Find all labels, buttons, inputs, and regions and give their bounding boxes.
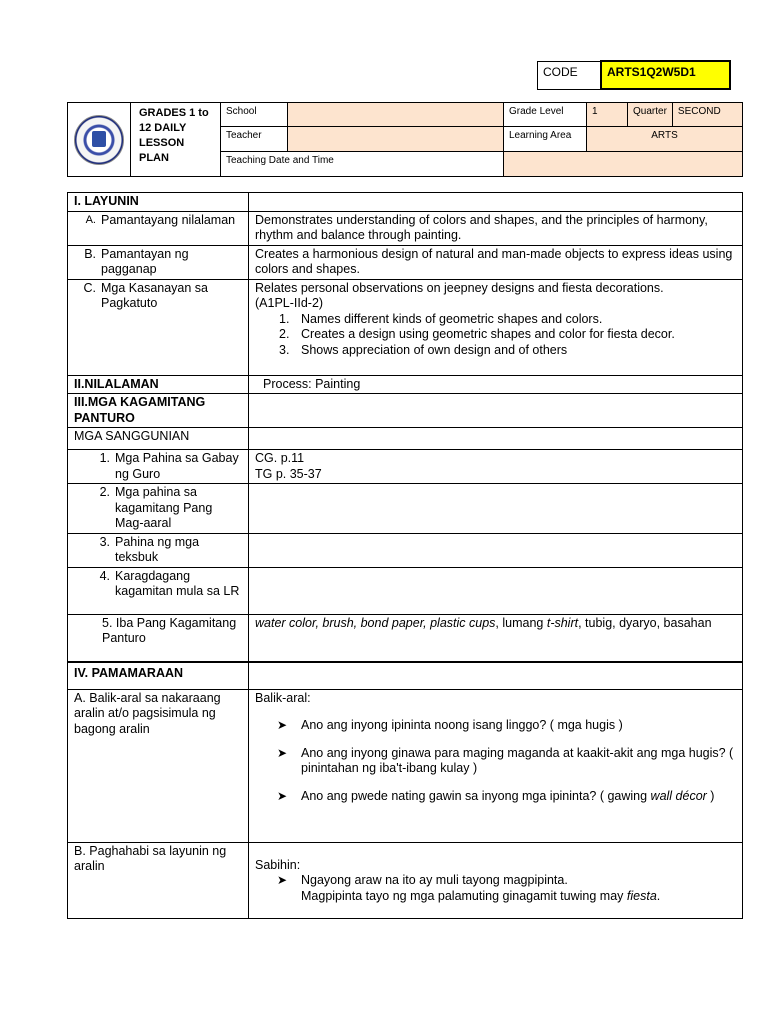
grade-level-label: Grade Level [504,103,587,127]
arrow-bullet-icon: ➤ [277,718,288,732]
teaching-date-field[interactable] [504,151,743,176]
layunin-b-label: B. Pamantayan ng pagganap [68,245,249,279]
list-item: ➤ Ngayong araw na ito ay muli tayong magpipinta. Magpipinta tayo ng mga palamuting ginagamit tuwing may fiesta. [277,873,661,903]
arrow-bullet-icon: ➤ [277,788,288,803]
kagamitan-item-1: 1. Mga Pahina sa Gabay ng Guro [68,450,249,484]
pamamaraan-a-label: A. Balik-aral sa nakaraang aralin at/o pagsisimula ng bagong aralin [68,689,249,842]
pamamaraan-heading: IV. PAMAMARAAN [68,662,249,689]
quarter-label: Quarter [628,103,673,127]
grade-level-value[interactable]: 1 [587,103,628,127]
pamamaraan-a-content: Balik-aral: ➤ Ano ang inyong ipininta noong isang linggo? ( mga hugis ) ➤ Ano ang inyong ginawa para maging maganda at kaakit-akit ang mga hugis? ( pinintahan ng iba't-ibang kulay ) ➤ Ano ang pwede nating gawin sa inyong mga ipininta? ( gawing wall décor ) [249,689,743,842]
teacher-field[interactable] [288,127,504,151]
nilalaman-value: Process: Painting [249,375,743,394]
layunin-c-text: Relates personal observations on jeepney designs and fiesta decorations. (A1PL-IId-2) 1. Names different kinds of geometric shapes and colors. 2. Creates a design using geometric shapes and color for fiesta decor. 3. Shows appreciation of own design and of others [249,279,743,375]
pamamaraan-b-label: B. Paghahabi sa layunin ng aralin [68,842,249,918]
list-item: ➤ Ano ang pwede nating gawin sa inyong mga ipininta? ( gawing wall décor ) [277,788,715,803]
kagamitan-item-5-value: water color, brush, bond paper, plastic cups, lumang t-shirt, tubig, dyaryo, basahan [249,614,743,661]
teacher-label: Teacher [221,127,288,151]
pamamaraan-b-content: Sabihin: ➤ Ngayong araw na ito ay muli tayong magpipinta. Magpipinta tayo ng mga palamuting ginagamit tuwing may fiesta. [249,842,743,918]
list-item: 3. Shows appreciation of own design and of others [279,342,568,357]
learning-area-label: Learning Area [504,127,587,151]
kagamitan-item-5: 5. Iba Pang Kagamitang Panturo [68,614,249,661]
sanggunian-heading: MGA SANGGUNIAN [68,428,249,450]
kagamitan-item-3: 3. Pahina ng mga teksbuk [68,533,249,567]
deped-seal-icon [74,115,124,165]
code-box [537,60,731,90]
teaching-date-label: Teaching Date and Time [221,151,504,176]
code-label: CODE [538,61,602,89]
deped-seal-cell [68,103,131,177]
arrow-bullet-icon: ➤ [277,745,288,760]
layunin-heading: I. LAYUNIN [68,193,249,212]
layunin-a-text: Demonstrates understanding of colors and shapes, and the principles of harmony, rhythm and balance through painting. [249,211,743,245]
list-item: 1. Names different kinds of geometric shapes and colors. [279,311,603,326]
list-item: ➤ Ano ang inyong ipininta noong isang linggo? ( mga hugis ) [277,718,623,732]
learning-area-value[interactable]: ARTS [587,127,743,151]
kagamitan-item-4: 4. Karagdagang kagamitan mula sa LR [68,567,249,614]
lesson-plan-title: GRADES 1 to 12 DAILY LESSON PLAN [131,103,221,177]
arrow-bullet-icon: ➤ [277,873,288,887]
quarter-value[interactable]: SECOND [672,103,742,127]
code-value: ARTS1Q2W5D1 [601,61,730,89]
school-field[interactable] [288,103,504,127]
lesson-plan-table [67,192,743,919]
list-item: ➤ Ano ang inyong ginawa para maging maganda at kaakit-akit ang mga hugis? ( pinintahan ng iba't-ibang kulay ) [277,745,734,775]
kagamitan-item-1-value: CG. p.11 TG p. 35-37 [249,450,743,484]
layunin-a-label: A. Pamantayang nilalaman [68,211,249,245]
school-label: School [221,103,288,127]
lesson-plan-header [67,102,743,177]
list-item: 2. Creates a design using geometric shapes and color for fiesta decor. [279,327,675,341]
nilalaman-heading: II.NILALAMAN [68,375,249,394]
layunin-b-text: Creates a harmonious design of natural and man-made objects to express ideas using colors and shapes. [249,245,743,279]
kagamitan-item-2: 2. Mga pahina sa kagamitang Pang Mag-aaral [68,484,249,534]
layunin-c-label: C. Mga Kasanayan sa Pagkatuto [68,279,249,375]
kagamitan-heading: III.MGA KAGAMITANG PANTURO [68,394,249,428]
